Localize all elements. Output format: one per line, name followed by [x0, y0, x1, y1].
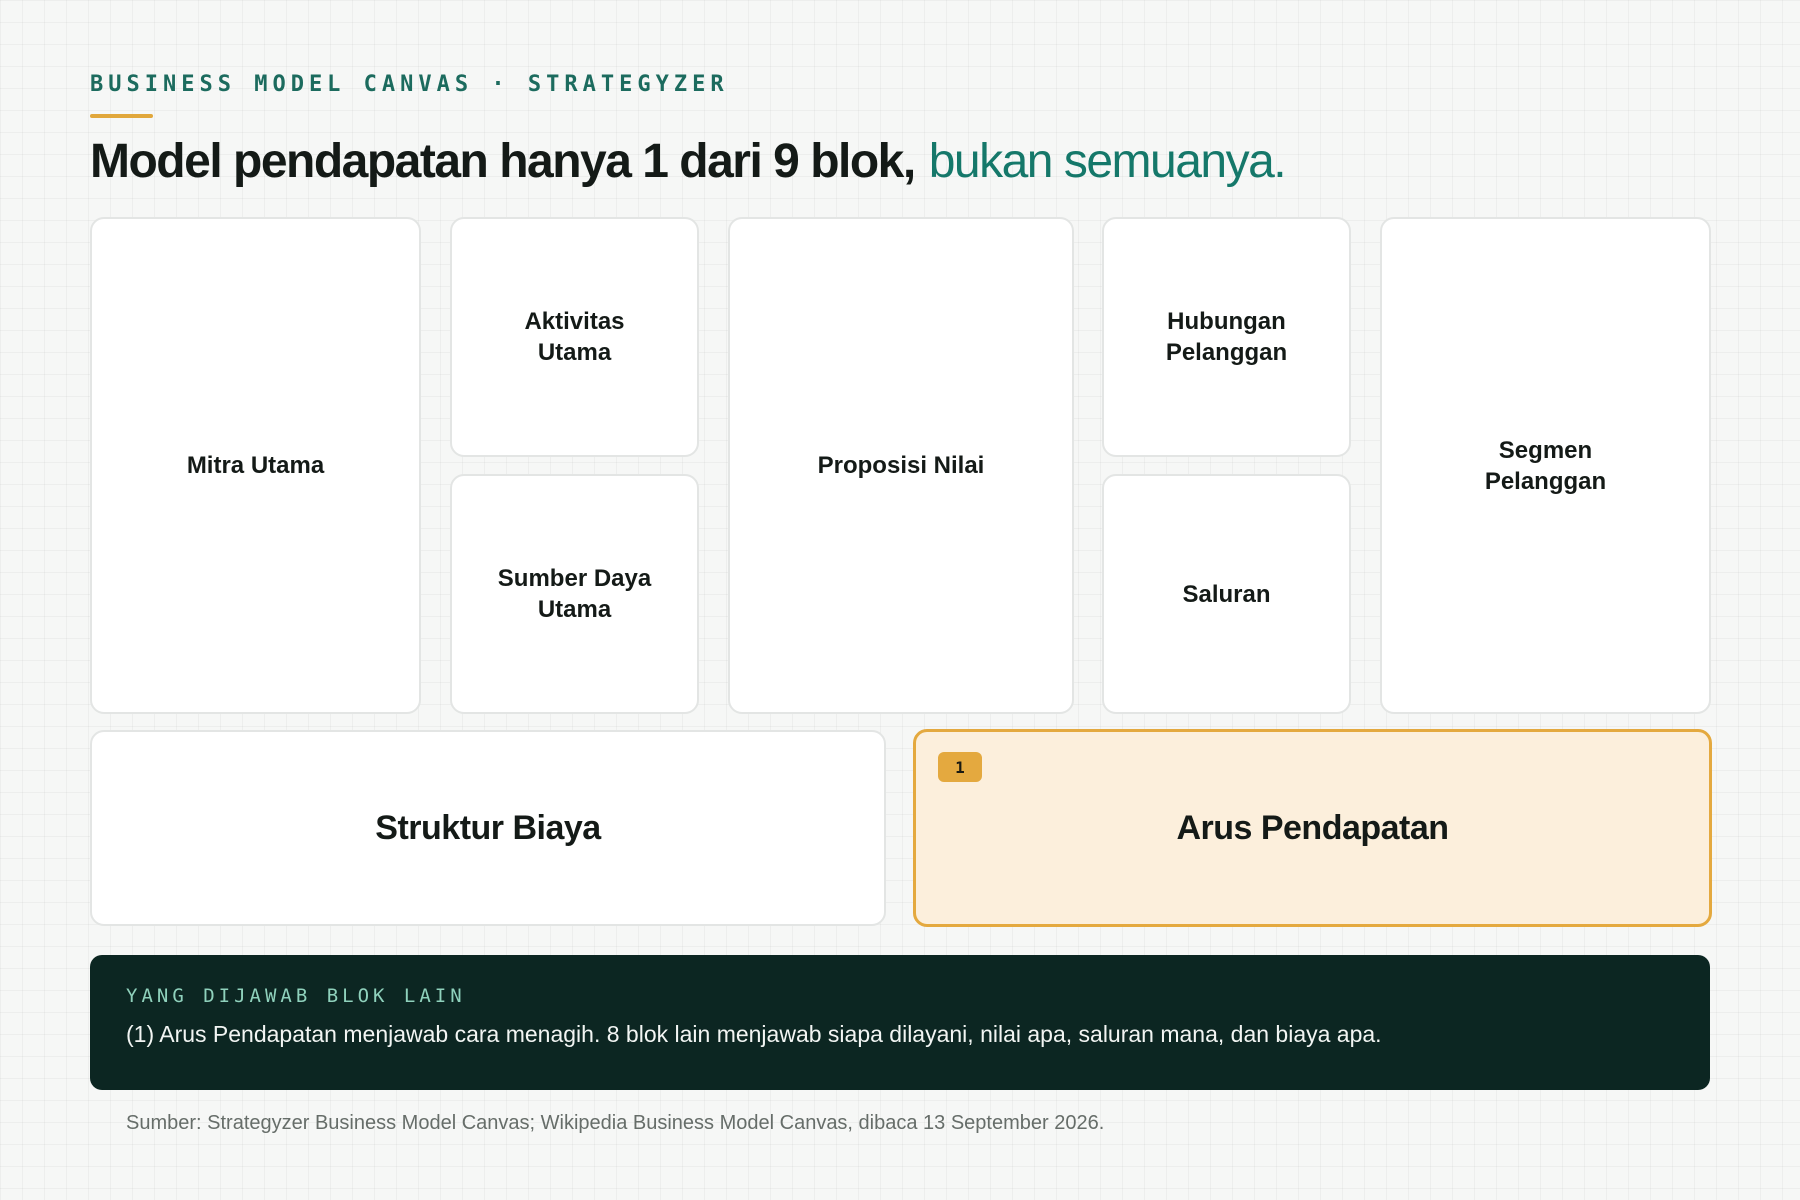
explanation-panel	[90, 955, 1710, 1090]
block-key-partners	[90, 217, 421, 714]
headline-strong: Model pendapatan hanya 1 dari 9 blok,	[90, 135, 915, 188]
block-label: Arus Pendapatan	[1176, 808, 1449, 847]
block-label: Aktivitas Utama	[524, 308, 625, 366]
block-label: Mitra Utama	[186, 452, 325, 479]
block-label: Sumber Daya Utama	[497, 565, 652, 623]
block-label: Saluran	[1182, 580, 1271, 608]
block-channels	[1102, 474, 1351, 714]
block-label: Proposisi Nilai	[817, 452, 985, 479]
block-cost-structure	[90, 730, 886, 926]
block-key-resources	[450, 474, 699, 714]
block-value-propositions	[728, 217, 1074, 714]
headline-accent: bukan semuanya.	[928, 135, 1286, 188]
revenue-badge: 1	[938, 752, 982, 782]
block-revenue-streams	[913, 729, 1712, 927]
block-customer-relationships	[1102, 217, 1351, 457]
page-title	[90, 132, 1285, 192]
block-label: Segmen Pelanggan	[1484, 436, 1607, 495]
block-label: Hubungan Pelanggan	[1165, 308, 1288, 366]
explanation-title: YANG DIJAWAB BLOK LAIN	[126, 985, 466, 1007]
block-label: Struktur Biaya	[375, 808, 601, 847]
explanation-body: (1) Arus Pendapatan menjawab cara menagih. 8 blok lain menjawab siapa dilayani, nilai apa, saluran mana, dan biaya apa.	[126, 1021, 1382, 1047]
block-key-activities	[450, 217, 699, 457]
eyebrow-label: BUSINESS MODEL CANVAS · STRATEGYZER	[90, 72, 729, 97]
source-citation: Sumber: Strategyzer Business Model Canvas; Wikipedia Business Model Canvas, dibaca 13 September 2026.	[126, 1112, 1105, 1134]
block-customer-segments	[1380, 217, 1711, 714]
eyebrow-underline	[90, 114, 153, 118]
